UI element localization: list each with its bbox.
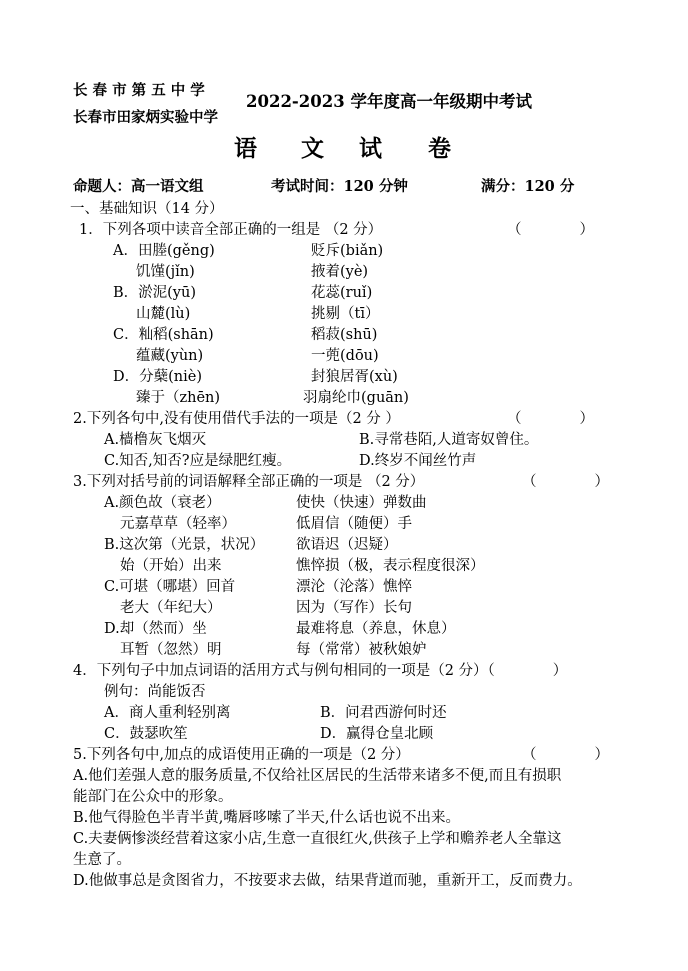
q4-stem: 4．下列句子中加点词语的活用方式与例句相同的一项是（2 分）（ ） (73, 663, 568, 679)
q3-option-b1: B.这次第（光景，状况） (104, 537, 265, 553)
subject-char-4: 卷 (428, 135, 451, 162)
q1-option-d4: 羽扇纶巾(guān) (303, 390, 409, 406)
q4-option-c: C．鼓瑟吹笙 (104, 726, 188, 742)
q3-answer-paren: （ ） (522, 474, 609, 490)
q3-option-d4: 每（常常）被秋娘妒 (296, 642, 427, 658)
q5-answer-paren: （ ） (522, 747, 609, 763)
school-name-2: 长春市田家炳实验中学 (73, 109, 218, 126)
q3-option-b3: 始（开始）出来 (120, 558, 222, 574)
q1-option-b2: 花蕊(ruǐ) (311, 285, 373, 301)
q1-option-d2: 封狼居胥(xù) (311, 369, 398, 385)
q1-stem: 1．下列各项中读音全部正确的一组是 （2 分） (79, 222, 383, 238)
q3-option-a3: 元嘉草草（轻率） (120, 516, 236, 532)
q2-option-b: B.寻常巷陌,人道寄奴曾住。 (359, 432, 539, 448)
q5-option-d: D.他做事总是贪图省力，不按要求去做，结果背道而驰，重新开工，反而费力。 (73, 873, 582, 889)
q1-option-c4: 一蔸(dōu) (311, 348, 379, 364)
q3-option-b4: 憔悴损（极，表示程度很深） (296, 558, 485, 574)
q3-option-c1: C.可堪（哪堪）回首 (104, 579, 236, 595)
q5-stem: 5.下列各句中,加点的成语使用正确的一项是（2 分） (73, 747, 410, 763)
q3-option-d1: D.却（然而）坐 (104, 621, 207, 637)
q1-option-c2: 稻菽(shū) (311, 327, 378, 343)
q2-stem: 2.下列各句中,没有使用借代手法的一项是（2 分 ） (73, 411, 400, 427)
q5-option-c-line2: 生意了。 (73, 852, 131, 868)
q1-option-b3: 山麓(lù) (136, 306, 191, 322)
q1-answer-paren: （ ） (507, 222, 594, 238)
exam-score: 满分：120 分 (481, 178, 575, 195)
q1-option-a4: 掖着(yè) (311, 264, 369, 280)
q1-option-a1: A．田塍(gěng) (113, 243, 215, 259)
q2-option-d: D.终岁不闻丝竹声 (359, 453, 477, 469)
q5-option-b: B.他气得脸色半青半黄,嘴唇哆嗦了半天,什么话也说不出来。 (73, 810, 460, 826)
q4-option-b: B．问君西游何时还 (320, 705, 447, 721)
q1-option-c3: 蕴藏(yùn) (136, 348, 204, 364)
school-name-1: 长 春 市 第 五 中 学 (73, 82, 205, 99)
q3-option-c4: 因为（写作）长句 (296, 600, 412, 616)
subject-char-2: 文 (301, 135, 324, 162)
q3-option-c3: 老大（年纪大） (120, 600, 222, 616)
q3-option-a2: 使快（快速）弹数曲 (296, 495, 427, 511)
q1-option-a2: 贬斥(biǎn) (311, 243, 384, 259)
q1-option-c1: C．籼稻(shān) (113, 327, 214, 343)
q1-option-a3: 饥馑(jǐn) (136, 264, 195, 280)
exam-title: 2022-2023 学年度高一年级期中考试 (246, 92, 532, 111)
q1-option-b1: B．淤泥(yū) (113, 285, 196, 301)
q3-option-b2: 欲语迟（迟疑） (296, 537, 398, 553)
q2-option-c: C.知否,知否?应是绿肥红瘦。 (104, 453, 292, 469)
exam-time: 考试时间：120 分钟 (271, 178, 408, 195)
subject-char-3: 试 (359, 135, 382, 162)
q1-option-d1: D．分蘖(niè) (113, 369, 202, 385)
q5-option-c-line1: C.夫妻俩惨淡经营着这家小店,生意一直很红火,供孩子上学和赡养老人全靠这 (73, 831, 562, 847)
q3-option-a4: 低眉信（随便）手 (296, 516, 412, 532)
exam-author: 命题人：高一语文组 (73, 178, 204, 195)
q3-option-d2: 最难将息（养息，休息） (296, 621, 456, 637)
q4-option-a: A．商人重利轻别离 (104, 705, 231, 721)
q3-option-a1: A.颜色故（衰老） (104, 495, 221, 511)
q3-option-c2: 漂沦（沦落）憔悴 (296, 579, 412, 595)
q4-example: 例句：尚能饭否 (104, 684, 206, 700)
q3-option-d3: 耳暂（忽然）明 (120, 642, 222, 658)
q2-option-a: A.樯橹灰飞烟灭 (104, 432, 207, 448)
q5-option-a-line2: 能部门在公众中的形象。 (73, 789, 233, 805)
q5-option-a-line1: A.他们差强人意的服务质量,不仅给社区居民的生活带来诸多不便,而且有损职 (73, 768, 562, 784)
q3-stem: 3.下列对括号前的词语解释全部正确的一项是 （2 分） (73, 474, 425, 490)
q4-option-d: D．赢得仓皇北顾 (320, 726, 434, 742)
section-heading: 一、基础知识（14 分） (70, 201, 224, 217)
subject-char-1: 语 (234, 135, 257, 162)
q1-option-b4: 挑剔（tī） (311, 306, 380, 322)
q1-option-d3: 臻于（zhēn) (136, 390, 221, 406)
q2-answer-paren: （ ） (507, 411, 594, 427)
